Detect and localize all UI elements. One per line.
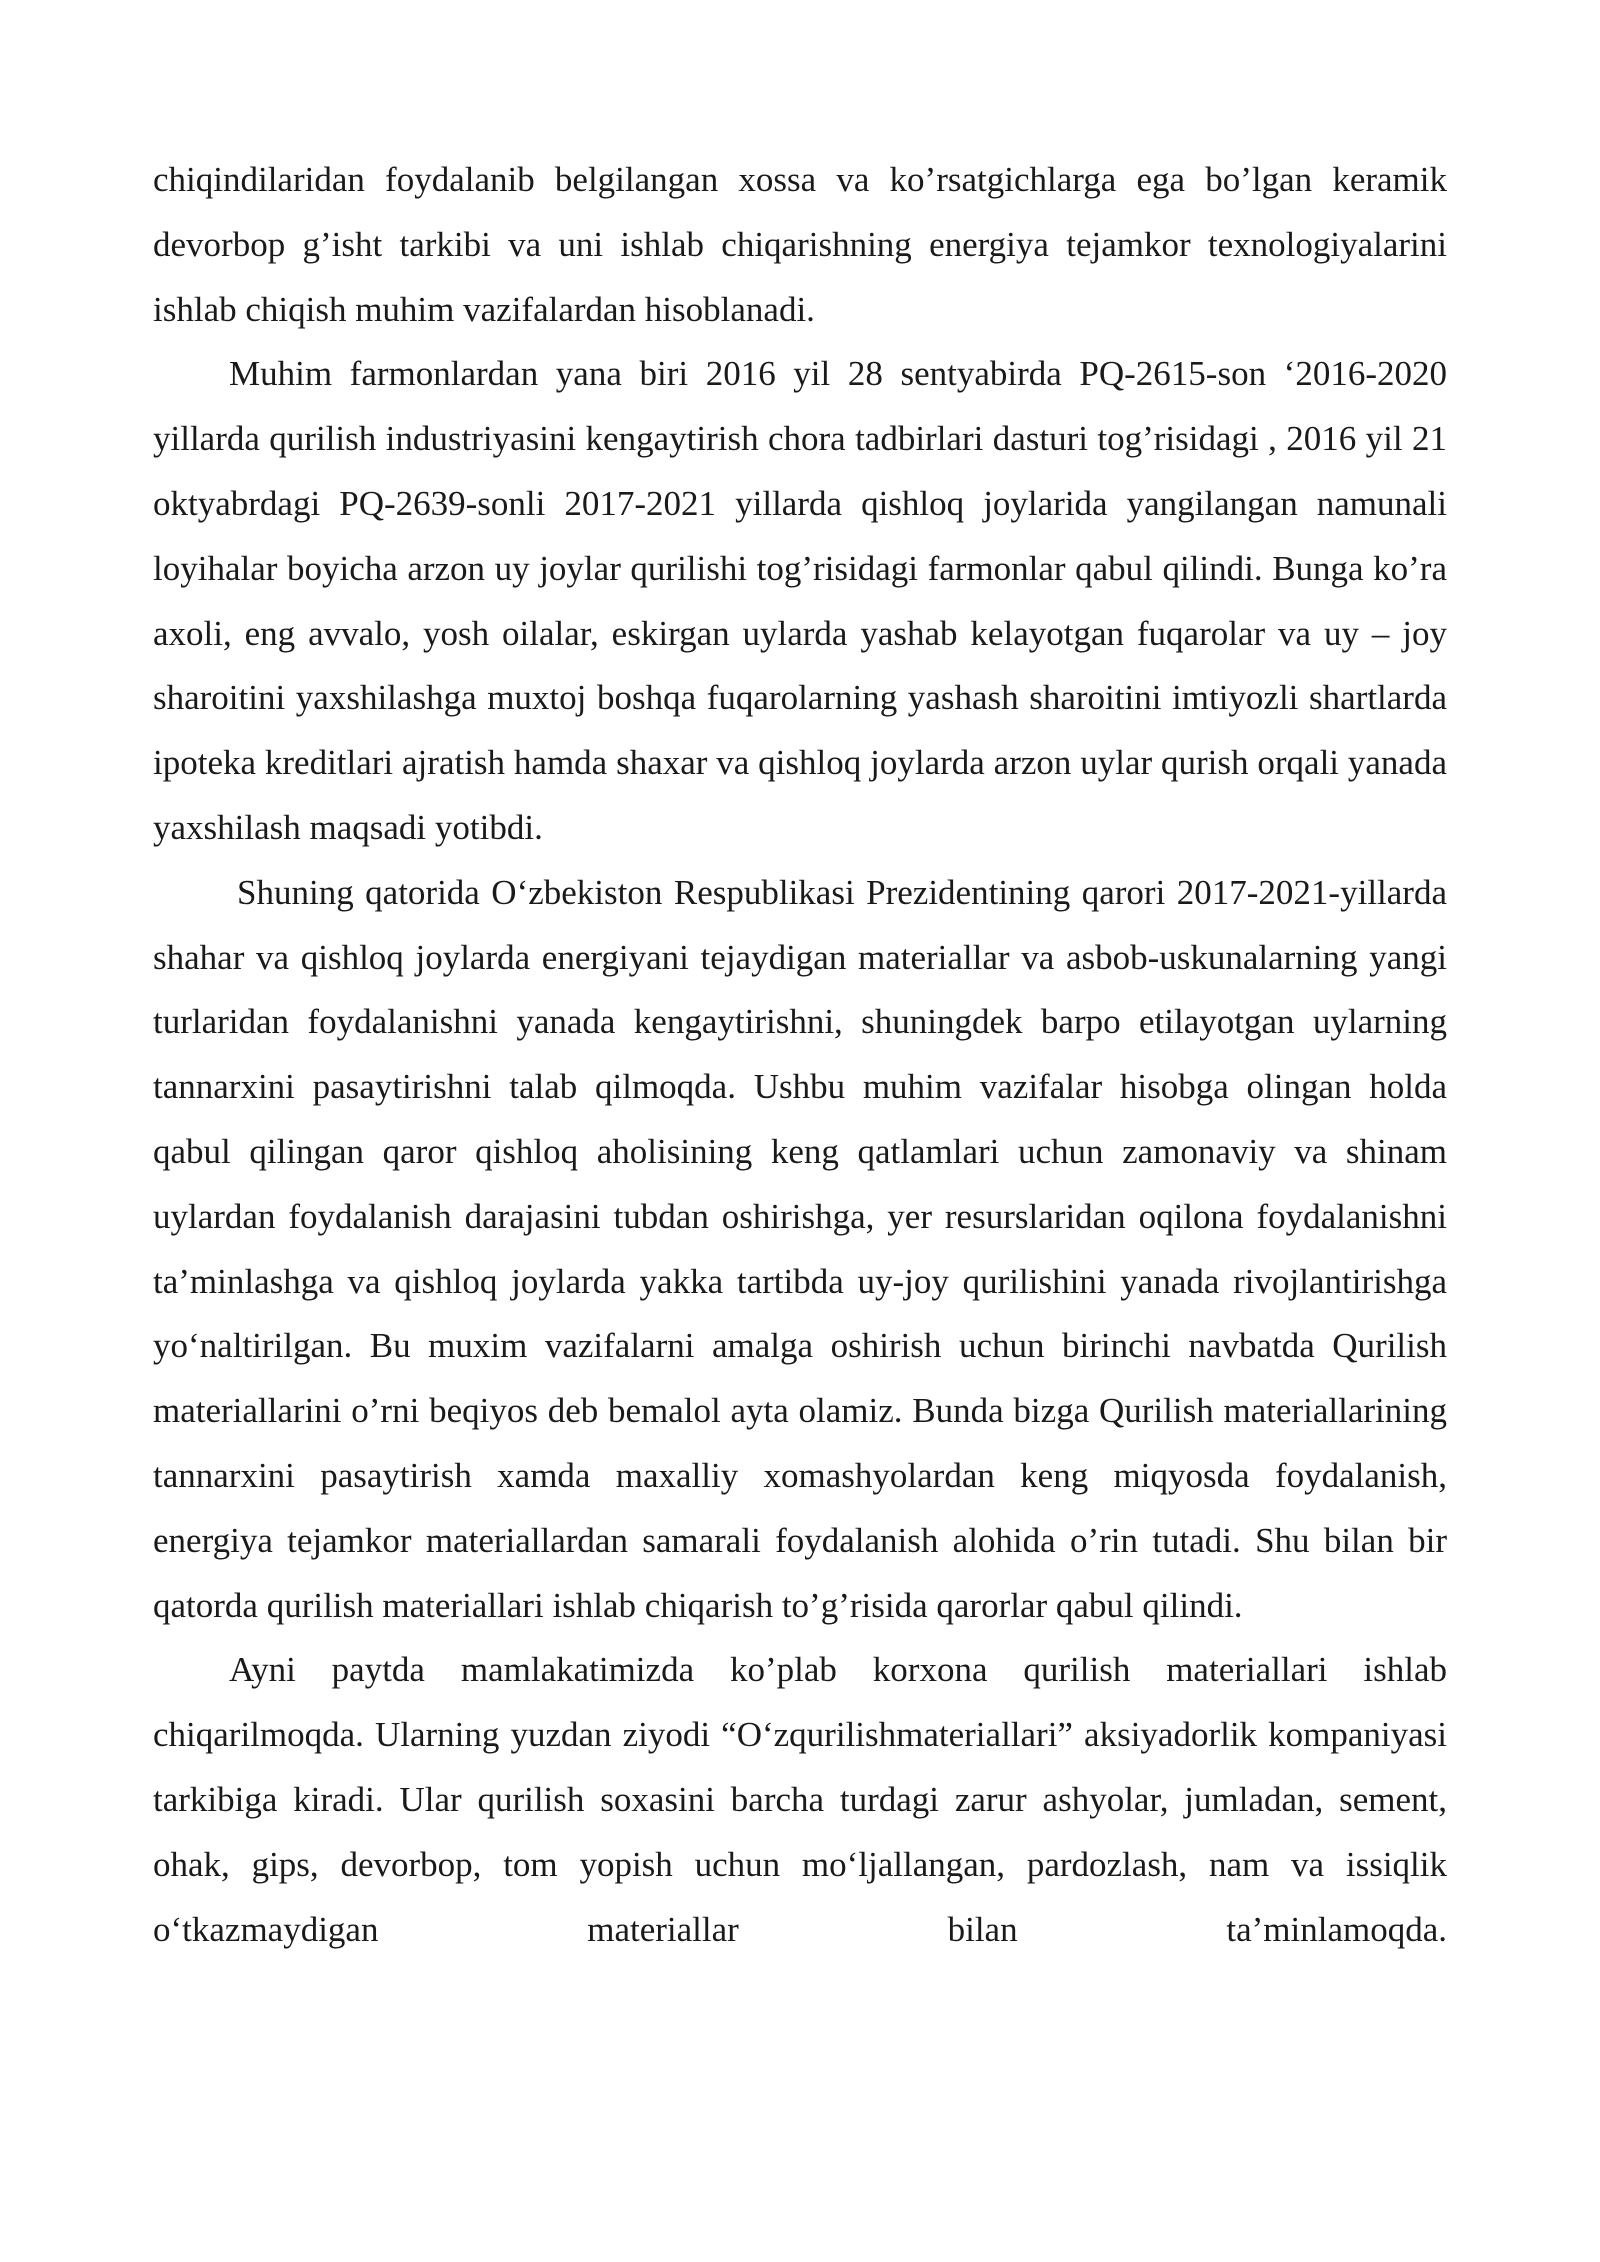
paragraph-3: Shuning qatorida O‘zbekiston Respublikasi Prezidentining qarori 2017-2021-yillarda shahar va qishloq joylarda energiyani tejaydigan materiallar va asbob-uskunalarning yangi turlaridan foydalanishni yanada kengaytirishni, shuningdek barpo etilayotgan uylarning tannarxini pasaytirishni talab qilmoqda. Ushbu muhim vazifalar hisobga olingan holda qabul qilingan qaror qishloq aholisining keng qatlamlari uchun zamonaviy va shinam uylardan foydalanish darajasini tubdan oshirishga, yer resurslaridan oqilona foydalanishni ta’minlashga va qishloq joylarda yakka tartibda uy-joy qurilishini yanada rivojlantirishga yo‘naltirilgan. Bu muxim vazifalarni amalga oshirish uchun birinchi navbatda Qurilish materiallarini o’rni beqiyos deb bemalol ayta olamiz. Bunda bizga Qurilish materiallarining tannarxini pasaytirish xamda maxalliy xomashyolardan keng miqyosda foydalanish, energiya tejamkor materiallardan samarali foydalanish alohida o’rin tutadi. Shu bilan bir qatorda qurilish materiallari ishlab chiqarish to’g’risida qarorlar qabul qilindi.	[153, 872, 1447, 1625]
paragraph-1: chiqindilaridan foydalanib belgilangan xossa va ko’rsatgichlarga ega bo’lgan keramik devorbop g’isht tarkibi va uni ishlab chiqarishning energiya tejamkor texnologiyalarini ishlab chiqish muhim vazifalardan hisoblanadi.	[153, 160, 1447, 329]
paragraph-4: Ayni paytda mamlakatimizda ko’plab korxona qurilish materiallari ishlab chiqarilmoqda. Ularning yuzdan ziyodi “O‘zqurilishmateriallari” aksiyadorlik kompaniyasi tarkibiga kiradi. Ular qurilish soxasini barcha turdagi zarur ashyolar, jumladan, sement, ohak, gips, devorbop, tom yopish uchun mo‘ljallangan, pardozlash, nam va issiqlik o‘tkazmaydigan materiallar bilan ta’minlamoqda.	[153, 1650, 1447, 1949]
document-body	[153, 148, 1447, 1962]
paragraph-2: Muhim farmonlardan yana biri 2016 yil 28 sentyabirda PQ-2615-son ‘2016-2020 yillarda qurilish industriyasini kengaytirish chora tadbirlari dasturi tog’risidagi , 2016 yil 21 oktyabrdagi PQ-2639-sonli 2017-2021 yillarda qishloq joylarida yangilangan namunali loyihalar boyicha arzon uy joylar qurilishi tog’risidagi farmonlar qabul qilindi. Bunga ko’ra axoli, eng avvalo, yosh oilalar, eskirgan uylarda yashab kelayotgan fuqarolar va uy – joy sharoitini yaxshilashga muxtoj boshqa fuqarolarning yashash sharoitini imtiyozli shartlarda ipoteka kreditlari ajratish hamda shaxar va qishloq joylarda arzon uylar qurish orqali yanada yaxshilash maqsadi yotibdi.	[153, 354, 1447, 847]
